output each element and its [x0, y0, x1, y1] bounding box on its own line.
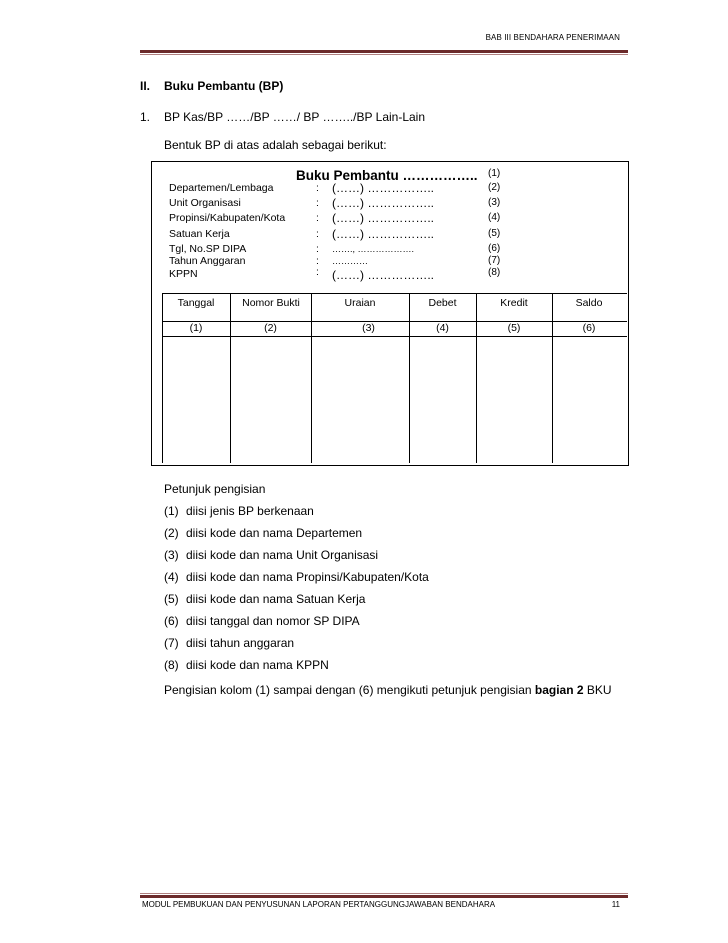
column-number: (4) — [436, 322, 449, 334]
header-rule-thin — [140, 54, 628, 55]
running-header: BAB III BENDAHARA PENERIMAAN — [485, 33, 620, 42]
form-title: Buku Pembantu …………….. — [296, 168, 478, 183]
column-number: (3) — [362, 322, 375, 334]
instruction-number: (7) — [164, 636, 179, 650]
instructions-title: Petunjuk pengisian — [164, 482, 266, 496]
table-col-border — [230, 293, 231, 463]
instruction-item — [164, 570, 429, 584]
column-number: (2) — [264, 322, 277, 334]
footer-rule-thin — [140, 893, 628, 894]
form-value: (……) …………….. — [332, 181, 434, 195]
instruction-text: diisi kode dan nama Departemen — [186, 526, 363, 540]
instruction-item — [164, 504, 314, 518]
form-colon: : — [316, 255, 319, 267]
section-number: II. — [140, 79, 151, 93]
instruction-text: diisi kode dan nama Unit Organisasi — [186, 548, 379, 562]
column-header-tanggal: Tanggal — [177, 297, 215, 309]
form-ref: (4) — [488, 212, 501, 223]
instruction-text: diisi tanggal dan nomor SP DIPA — [186, 614, 360, 628]
form-ref: (8) — [488, 267, 501, 278]
instruction-text: diisi kode dan nama Satuan Kerja — [186, 592, 366, 606]
instruction-text: diisi jenis BP berkenaan — [186, 504, 314, 518]
table-col-border — [162, 293, 163, 463]
column-number: (6) — [582, 322, 596, 334]
table-col-border — [552, 293, 553, 463]
column-header-kredit: Kredit — [500, 297, 528, 309]
form-label: Tahun Anggaran — [169, 255, 246, 267]
paragraph-text: Pengisian kolom (1) sampai dengan (6) mengikuti petunjuk pengisian — [164, 683, 535, 697]
form-label: Satuan Kerja — [169, 228, 230, 240]
list-item-1 — [140, 110, 425, 124]
form-label: Departemen/Lembaga — [169, 182, 274, 194]
header-rule — [140, 50, 628, 53]
form-value: (……) …………….. — [332, 196, 434, 210]
paragraph-tail: BKU — [583, 683, 612, 697]
instruction-number: (3) — [164, 548, 179, 562]
form-colon: : — [316, 182, 319, 194]
form-value: (……) …………….. — [332, 227, 434, 241]
form-label: KPPN — [169, 268, 198, 280]
form-ref: (7) — [488, 255, 501, 266]
instruction-item — [164, 548, 378, 562]
paragraph-bold: bagian 2 — [534, 683, 584, 697]
column-number: (1) — [189, 322, 203, 334]
form-ref: (6) — [488, 243, 501, 254]
item-text: BP Kas/BP ……/BP ……/ BP ……../BP Lain-Lain — [164, 110, 426, 124]
column-number: (5) — [507, 322, 521, 334]
section-title: Buku Pembantu (BP) — [164, 79, 284, 93]
form-colon: : — [316, 266, 319, 278]
column-header-saldo: Saldo — [575, 297, 603, 309]
footer-rule — [140, 895, 628, 898]
form-value: (……) …………….. — [332, 268, 434, 282]
form-value: ………… — [332, 256, 368, 266]
intro-text: Bentuk BP di atas adalah sebagai berikut: — [164, 138, 387, 152]
form-value: (……) …………….. — [332, 211, 434, 225]
form-colon: : — [316, 243, 319, 255]
instruction-number: (4) — [164, 570, 179, 584]
form-label: Propinsi/Kabupaten/Kota — [169, 212, 286, 224]
column-header-debet: Debet — [428, 297, 457, 309]
item-number: 1. — [140, 110, 151, 124]
form-ref: (2) — [488, 182, 501, 193]
instruction-item — [164, 526, 362, 540]
instruction-item — [164, 636, 294, 650]
column-header-nomor-bukti: Nomor Bukti — [242, 297, 300, 309]
instruction-item — [164, 614, 360, 628]
table-top-border — [162, 293, 627, 294]
form-colon: : — [316, 212, 319, 224]
instruction-number: (2) — [164, 526, 179, 540]
form-label: Unit Organisasi — [169, 197, 241, 209]
instruction-item — [164, 592, 365, 606]
instruction-number: (6) — [164, 614, 179, 628]
table-col-border — [476, 293, 477, 463]
form-ref: (5) — [488, 228, 501, 239]
form-title-ref: (1) — [488, 168, 501, 179]
closing-paragraph — [164, 678, 619, 702]
footer-text: MODUL PEMBUKUAN DAN PENYUSUNAN LAPORAN PERTANGGUNGJAWABAN BENDAHARA — [142, 900, 496, 909]
instruction-text: diisi kode dan nama Propinsi/Kabupaten/Kota — [186, 570, 429, 584]
instruction-text: diisi tahun anggaran — [186, 636, 295, 650]
instruction-number: (5) — [164, 592, 179, 606]
instruction-number: (1) — [164, 504, 179, 518]
page-number: 11 — [611, 900, 620, 909]
instruction-item — [164, 658, 329, 672]
instruction-number: (8) — [164, 658, 179, 672]
form-colon: : — [316, 228, 319, 240]
instruction-text: diisi kode dan nama KPPN — [186, 658, 329, 672]
form-ref: (3) — [488, 197, 501, 208]
form-label: Tgl, No.SP DIPA — [169, 243, 247, 255]
table-col-border — [311, 293, 312, 463]
section-heading — [140, 79, 283, 93]
form-value: ……., ………………. — [332, 244, 415, 254]
form-colon: : — [316, 197, 319, 209]
column-header-uraian: Uraian — [344, 297, 376, 309]
table-number-divider — [162, 336, 627, 337]
table-col-border — [409, 293, 410, 463]
